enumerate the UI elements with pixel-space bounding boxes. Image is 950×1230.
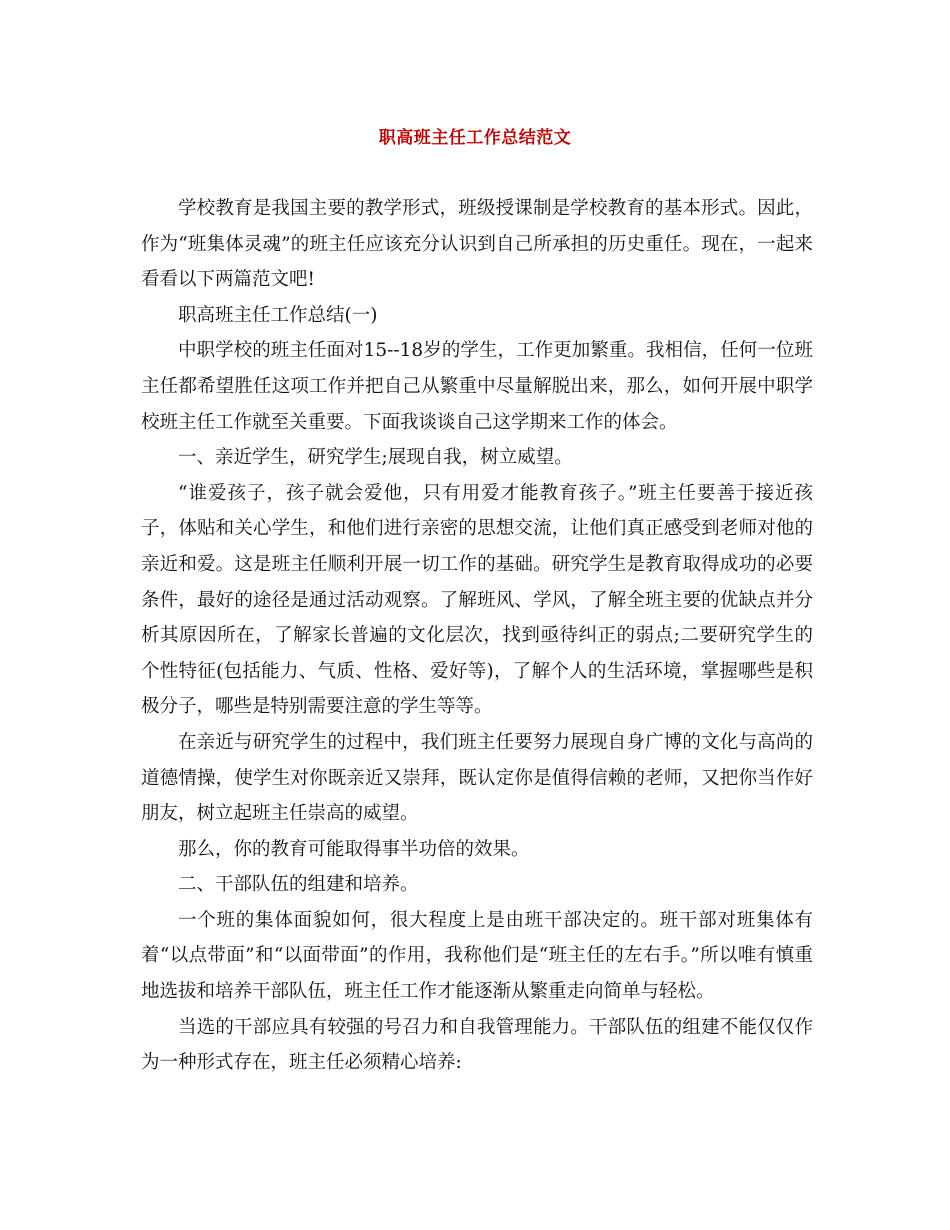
document-title: 职高班主任工作总结范文: [378, 128, 572, 148]
section-heading: 职高班主任工作总结(一): [178, 304, 378, 326]
body-paragraph: 中职学校的班主任面对15--18岁的学生，工作更加繁重。我相信，任何一位班主任都希望胜任这项工作并把自己从繁重中尽量解脱出来，那么，如何开展中职学校班主任工作就至关重要。下面我谈谈自己这学期来工作的体会。: [141, 340, 813, 433]
body-paragraph: 当选的干部应具有较强的号召力和自我管理能力。干部队伍的组建不能仅仅作为一种形式存在，班主任必须精心培养:: [141, 1016, 813, 1074]
body-paragraph: 那么，你的教育可能取得事半功倍的效果。: [178, 838, 530, 860]
body-paragraph: “谁爱孩子，孩子就会爱他，只有用爱才能教育孩子。”班主任要善于接近孩子，体贴和关心学生，和他们进行亲密的思想交流，让他们真正感受到老师对他的亲近和爱。这是班主任顺利开展一切工作的基础。研究学生是教育取得成功的必要条件，最好的途径是通过活动观察。了解班风、学风，了解全班主要的优缺点并分析其原因所在，了解家长普遍的文化层次，找到亟待纠正的弱点;二要研究学生的个性特征(包括能力、气质、性格、爱好等)，了解个人的生活环境，掌握哪些是积极分子，哪些是特别需要注意的学生等等。: [141, 482, 813, 718]
subheading-2: 二、干部队伍的组建和培养。: [178, 874, 419, 896]
body-paragraph: 一个班的集体面貌如何，很大程度上是由班干部决定的。班干部对班集体有着“以点带面”和“以面带面”的作用，我称他们是“班主任的左右手。”所以唯有慎重地选拔和培养干部队伍，班主任工作才能逐渐从繁重走向简单与轻松。: [141, 909, 813, 1003]
body-paragraph: 在亲近与研究学生的过程中，我们班主任要努力展现自身广博的文化与高尚的道德情操，使学生对你既亲近又崇拜，既认定你是值得信赖的老师，又把你当作好朋友，树立起班主任崇高的威望。: [141, 731, 813, 825]
intro-paragraph: 学校教育是我国主要的教学形式，班级授课制是学校教育的基本形式。因此，作为“班集体灵魂”的班主任应该充分认识到自己所承担的历史重任。现在，一起来看看以下两篇范文吧!: [141, 198, 813, 291]
document-body: [141, 191, 813, 1081]
subheading-1: 一、亲近学生，研究学生;展现自我，树立威望。: [178, 447, 573, 469]
